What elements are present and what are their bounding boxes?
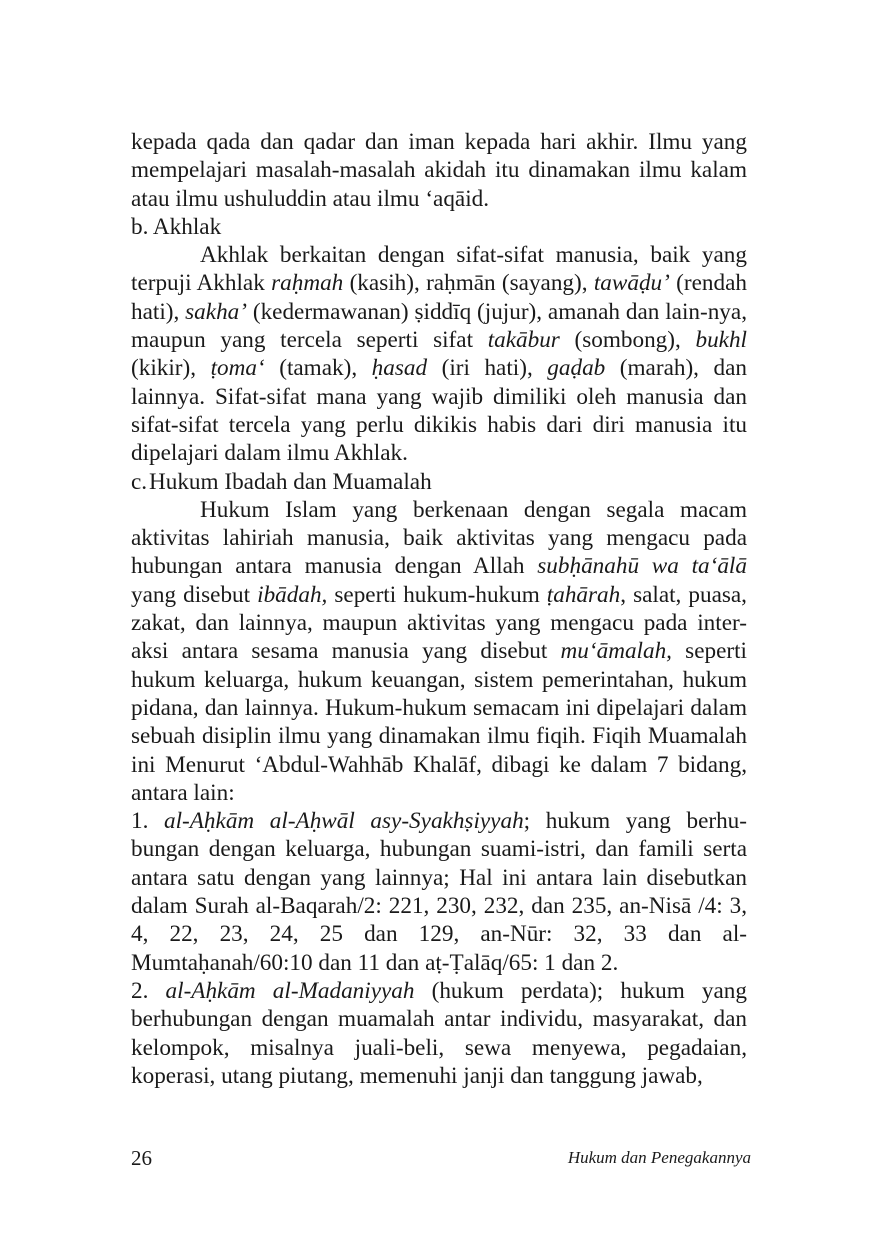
body-text	[131, 128, 747, 1090]
list-item-2: 2. al-Aḥkām al-Madaniyyah (hukum perdata); hukum yang berhubungan dengan muamalah antar individu, masyarakat, dan kelompok, misalnya juali-beli, sewa menyewa, pegadaian, koperasi, utang piutang, memenuhi janji dan tanggung jawab,	[131, 977, 747, 1089]
hukum-paragraph: Hukum Islam yang berkenaan dengan segala macam aktivitas lahiriah manusia, baik aktivitas yang mengacu pada hubungan antara manusia dengan Allah subḥānahū wa ta‘ālā yang disebut ibādah, seperti hukum-hukum ṭahārah, salat, puasa, zakat, dan lainnya, maupun aktivitas yang mengacu pada inter-aksi antara sesama manusia yang disebut mu‘āmalah, seperti hukum keluarga, hukum keuangan, sistem pemerintahan, hukum pidana, dan lainnya. Hukum-hukum semacam ini dipelajari dalam sebuah disiplin ilmu yang dinamakan ilmu fiqih. Fiqih Muamalah ini Menurut ‘Abdul-Wahhāb Khalāf, dibagi ke dalam 7 bidang, antara lain:	[131, 496, 747, 806]
akhlak-paragraph: Akhlak berkaitan dengan sifat-sifat manusia, baik yang terpuji Akhlak raḥmah (kasih), raḥmān (sayang), tawāḍu’ (rendah hati), sakha’ (kedermawanan) ṣiddīq (jujur), amanah dan lain-nya, maupun yang tercela seperti sifat takābur (sombong), bukhl (kikir), ṭoma‘ (tamak), ḥasad (iri hati), gaḍab (marah), dan lainnya. Sifat-sifat mana yang wajib dimiliki oleh manusia dan sifat-sifat tercela yang perlu dikikis habis dari diri manusia itu dipelajari dalam ilmu Akhlak.	[131, 242, 747, 467]
list-item-1: 1. al-Aḥkām al-Aḥwāl asy-Syakhṣiyyah; hukum yang berhu-bungan dengan keluarga, hubungan suami-istri, dan famili serta antara satu dengan yang lainnya; Hal ini antara lain disebutkan dalam Surah al-Baqarah/2: 221, 230, 232, dan 235, an-Nisā /4: 3, 4, 22, 23, 24, 25 dan 129, an-Nūr: 32, 33 dan al-Mumtaḥanah/60:10 dan 11 dan aṭ-Ṭalāq/65: 1 dan 2.	[131, 808, 747, 976]
intro-paragraph: kepada qada dan qadar dan iman kepada hari akhir. Ilmu yang mempelajari masalah-masalah akidah itu dinamakan ilmu kalam atau ilmu ushuluddin atau ilmu ‘aqāid.	[131, 129, 747, 212]
section-heading-hukum: c.Hukum Ibadah dan Muamalah	[131, 468, 432, 495]
running-footer-title: Hukum dan Penegakannya	[567, 1148, 751, 1167]
page-number: 26	[131, 1146, 152, 1170]
section-heading-akhlak: b. Akhlak	[131, 213, 222, 240]
